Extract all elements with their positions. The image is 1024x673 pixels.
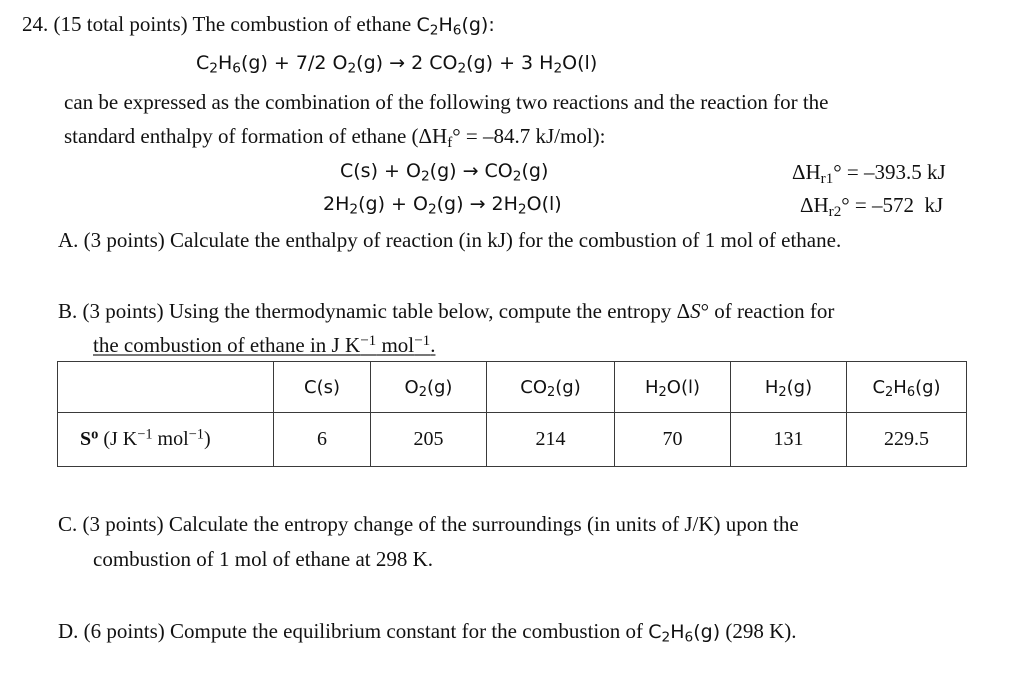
reaction-2-equation: $2H_2(g) + O_2(g) \to 2H_2O(l)$ [323,193,562,218]
ethane-formula: $C_2H_6(g)$: [416,14,495,39]
table-row [58,413,967,467]
table-corner-cell [58,362,274,413]
problem-heading: 24. (15 total points) The combustion of ethane $C_2H_6(g)$: [22,12,495,39]
part-b-question-line1: B. (3 points) Using the thermodynamic table below, compute the entropy ΔS° of reaction for [58,299,835,323]
table-cell: 70 [615,413,731,467]
table-cell: 131 [731,413,847,467]
table-cell: 229.5 [847,413,967,467]
reaction-1-enthalpy: $\Delta H_{r1}^\circ = -393.5$ kJ [792,160,946,187]
column-header: $H_2(g)$ [731,362,847,413]
row-label: $S^o$ (J $K^{-1}$ mol$^{-1}$) [58,413,274,467]
intro-text-line2: standard enthalpy of formation of ethane ($\Delta H_f^\circ = -84.7$ kJ/mol): [64,124,606,151]
column-header: $CO_2(g)$ [487,362,615,413]
intro-text-line1: can be expressed as the combination of the following two reactions and the reaction for the [64,90,829,114]
table-cell: 6 [274,413,371,467]
column-header: $C_2H_6(g)$ [847,362,967,413]
table-cell: 214 [487,413,615,467]
combustion-equation: $C_2H_6(g) + 7/2$ $O_2(g) \to 2$ $CO_2(g) + 3$ $H_2O(l)$ [196,52,598,77]
ethane-formula: $C_2H_6(g)$ [648,621,721,646]
column-header: $O_2(g)$ [371,362,487,413]
table-header-row [58,362,967,413]
column-header: C(s) [274,362,371,413]
part-c-question-line2: combustion of 1 mol of ethane at 298 K. [93,547,434,571]
part-d-question: D. (6 points) Compute the equilibrium constant for the combustion of $C_2H_6(g)$ (298 K). [58,619,797,646]
reaction-1-equation: $C(s) + O_2(g) \to CO_2(g)$ [340,160,549,185]
part-a-question: A. (3 points) Calculate the enthalpy of reaction (in kJ) for the combustion of 1 mol of ethane. [58,228,842,252]
part-b-question-line2: the combustion of ethane in J $K^{-1}$ mol$^{-1}$. [93,333,436,357]
table-cell: 205 [371,413,487,467]
column-header: $H_2O(l)$ [615,362,731,413]
part-c-question-line1: C. (3 points) Calculate the entropy change of the surroundings (in units of J/K) upon the [58,512,799,536]
reaction-2-enthalpy: $\Delta H_{r2}^\circ = -572$ kJ [800,193,944,220]
entropy-table [57,361,967,467]
